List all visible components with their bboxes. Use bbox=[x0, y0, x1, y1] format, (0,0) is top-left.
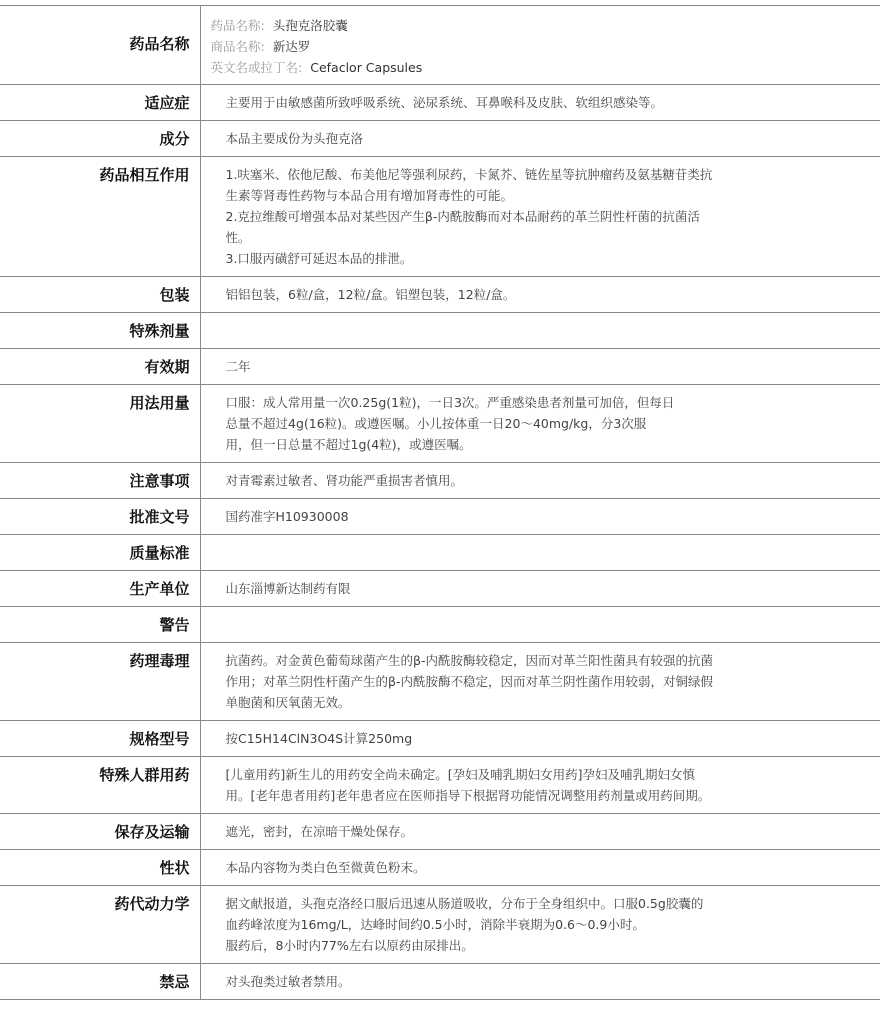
value-line: 二年 bbox=[225, 359, 251, 374]
value-line: 性。 bbox=[225, 230, 251, 245]
drug-names-cell bbox=[200, 6, 880, 85]
generic-name-line bbox=[211, 15, 871, 36]
row-value bbox=[200, 643, 880, 721]
value-line: 对青霉素过敏者、肾功能严重损害者慎用。 bbox=[225, 473, 464, 488]
row-label: 药品相互作用 bbox=[0, 157, 200, 277]
row-label: 质量标准 bbox=[0, 535, 200, 571]
value-line: 本品主要成份为头孢克洛 bbox=[225, 131, 364, 146]
row-value bbox=[200, 814, 880, 850]
value-line: 遮光，密封，在凉暗干燥处保存。 bbox=[225, 824, 414, 839]
generic-name-value: 头孢克洛胶囊 bbox=[272, 18, 348, 33]
row-value bbox=[200, 535, 880, 571]
value-line: 服药后，8小时内77%左右以原药由尿排出。 bbox=[225, 938, 474, 953]
drug-info-table bbox=[0, 5, 880, 1000]
row-value bbox=[200, 349, 880, 385]
row-label: 规格型号 bbox=[0, 721, 200, 757]
row-label: 特殊剂量 bbox=[0, 313, 200, 349]
value-line: 1.呋塞米、依他尼酸、布美他尼等强利尿药，卡氮芥、链佐星等抗肿瘤药及氨基糖苷类抗 bbox=[225, 167, 713, 182]
value-line: 作用；对革兰阴性杆菌产生的β-内酰胺酶不稳定，因而对革兰阴性菌作用较弱，对铜绿假 bbox=[225, 674, 713, 689]
row-label: 批准文号 bbox=[0, 499, 200, 535]
row-label: 生产单位 bbox=[0, 571, 200, 607]
row-label: 成分 bbox=[0, 121, 200, 157]
table-row bbox=[0, 643, 880, 721]
table-row bbox=[0, 349, 880, 385]
trade-name-key: 商品名称: bbox=[210, 39, 265, 54]
table-row bbox=[0, 277, 880, 313]
row-label: 药品名称 bbox=[0, 6, 200, 85]
generic-name-key: 药品名称: bbox=[210, 18, 265, 33]
row-label: 特殊人群用药 bbox=[0, 757, 200, 814]
row-label: 警告 bbox=[0, 607, 200, 643]
english-name-key: 英文名或拉丁名: bbox=[210, 60, 303, 75]
row-label: 性状 bbox=[0, 850, 200, 886]
table-row bbox=[0, 886, 880, 964]
row-label: 有效期 bbox=[0, 349, 200, 385]
table-row bbox=[0, 964, 880, 1000]
value-line: 总量不超过4g(16粒)。或遵医嘱。小儿按体重一日20～40mg/kg，分3次服 bbox=[225, 416, 647, 431]
row-label: 用法用量 bbox=[0, 385, 200, 463]
row-drug-name bbox=[0, 6, 880, 85]
table-row bbox=[0, 85, 880, 121]
english-name-value: Cefaclor Capsules bbox=[310, 60, 423, 75]
row-value bbox=[200, 571, 880, 607]
row-value bbox=[200, 499, 880, 535]
table-row bbox=[0, 313, 880, 349]
value-line: 血药峰浓度为16mg/L，达峰时间约0.5小时，消除半衰期为0.6～0.9小时。 bbox=[225, 917, 645, 932]
table-row bbox=[0, 850, 880, 886]
table-row bbox=[0, 571, 880, 607]
english-name-line bbox=[211, 57, 871, 78]
value-line: 口服：成人常用量一次0.25g(1粒)，一日3次。严重感染患者剂量可加倍，但每日 bbox=[225, 395, 675, 410]
value-line: 抗菌药。对金黄色葡萄球菌产生的β-内酰胺酶较稳定，因而对革兰阳性菌具有较强的抗菌 bbox=[225, 653, 713, 668]
value-line: 山东淄博新达制药有限 bbox=[225, 581, 351, 596]
row-label: 适应症 bbox=[0, 85, 200, 121]
value-line: 用。[老年患者用药]老年患者应在医师指导下根据肾功能情况调整用药剂量或用药间期。 bbox=[225, 788, 711, 803]
value-line: 3.口服丙磺舒可延迟本品的排泄。 bbox=[225, 251, 413, 266]
row-label: 包装 bbox=[0, 277, 200, 313]
value-line: 据文献报道，头孢克洛经口服后迅速从肠道吸收，分布于全身组织中。口服0.5g胶囊的 bbox=[225, 896, 704, 911]
table-row bbox=[0, 121, 880, 157]
row-label: 禁忌 bbox=[0, 964, 200, 1000]
table-row bbox=[0, 757, 880, 814]
row-value bbox=[200, 964, 880, 1000]
row-value bbox=[200, 121, 880, 157]
row-value bbox=[200, 607, 880, 643]
value-line: 对头孢类过敏者禁用。 bbox=[225, 974, 351, 989]
row-value bbox=[200, 85, 880, 121]
row-value bbox=[200, 463, 880, 499]
row-value bbox=[200, 757, 880, 814]
row-value bbox=[200, 850, 880, 886]
row-value bbox=[200, 886, 880, 964]
trade-name-line bbox=[211, 36, 871, 57]
table-row bbox=[0, 721, 880, 757]
table-row bbox=[0, 814, 880, 850]
table-row bbox=[0, 385, 880, 463]
value-line: 主要用于由敏感菌所致呼吸系统、泌尿系统、耳鼻喉科及皮肤、软组织感染等。 bbox=[225, 95, 664, 110]
row-label: 注意事项 bbox=[0, 463, 200, 499]
value-line: 按C15H14ClN3O4S计算250mg bbox=[225, 731, 413, 746]
value-line: 铝铝包装，6粒/盒，12粒/盒。铝塑包装，12粒/盒。 bbox=[225, 287, 516, 302]
row-value bbox=[200, 277, 880, 313]
value-line: 2.克拉维酸可增强本品对某些因产生β-内酰胺酶而对本品耐药的革兰阴性杆菌的抗菌活 bbox=[225, 209, 700, 224]
table-row bbox=[0, 535, 880, 571]
value-line: 国药准字H10930008 bbox=[225, 509, 349, 524]
row-value bbox=[200, 313, 880, 349]
table-row bbox=[0, 607, 880, 643]
value-line: [儿童用药]新生儿的用药安全尚未确定。[孕妇及哺乳期妇女用药]孕妇及哺乳期妇女慎 bbox=[225, 767, 696, 782]
value-line: 单胞菌和厌氧菌无效。 bbox=[225, 695, 351, 710]
row-label: 保存及运输 bbox=[0, 814, 200, 850]
row-value bbox=[200, 721, 880, 757]
table-row bbox=[0, 463, 880, 499]
trade-name-value: 新达罗 bbox=[272, 39, 311, 54]
row-label: 药代动力学 bbox=[0, 886, 200, 964]
table-row bbox=[0, 499, 880, 535]
value-line: 本品内容物为类白色至微黄色粉末。 bbox=[225, 860, 426, 875]
value-line: 用，但一日总量不超过1g(4粒)，或遵医嘱。 bbox=[225, 437, 472, 452]
value-line: 生素等肾毒性药物与本品合用有增加肾毒性的可能。 bbox=[225, 188, 514, 203]
drug-info-sheet bbox=[0, 5, 880, 1000]
row-value bbox=[200, 157, 880, 277]
table-row bbox=[0, 157, 880, 277]
row-label: 药理毒理 bbox=[0, 643, 200, 721]
row-value bbox=[200, 385, 880, 463]
